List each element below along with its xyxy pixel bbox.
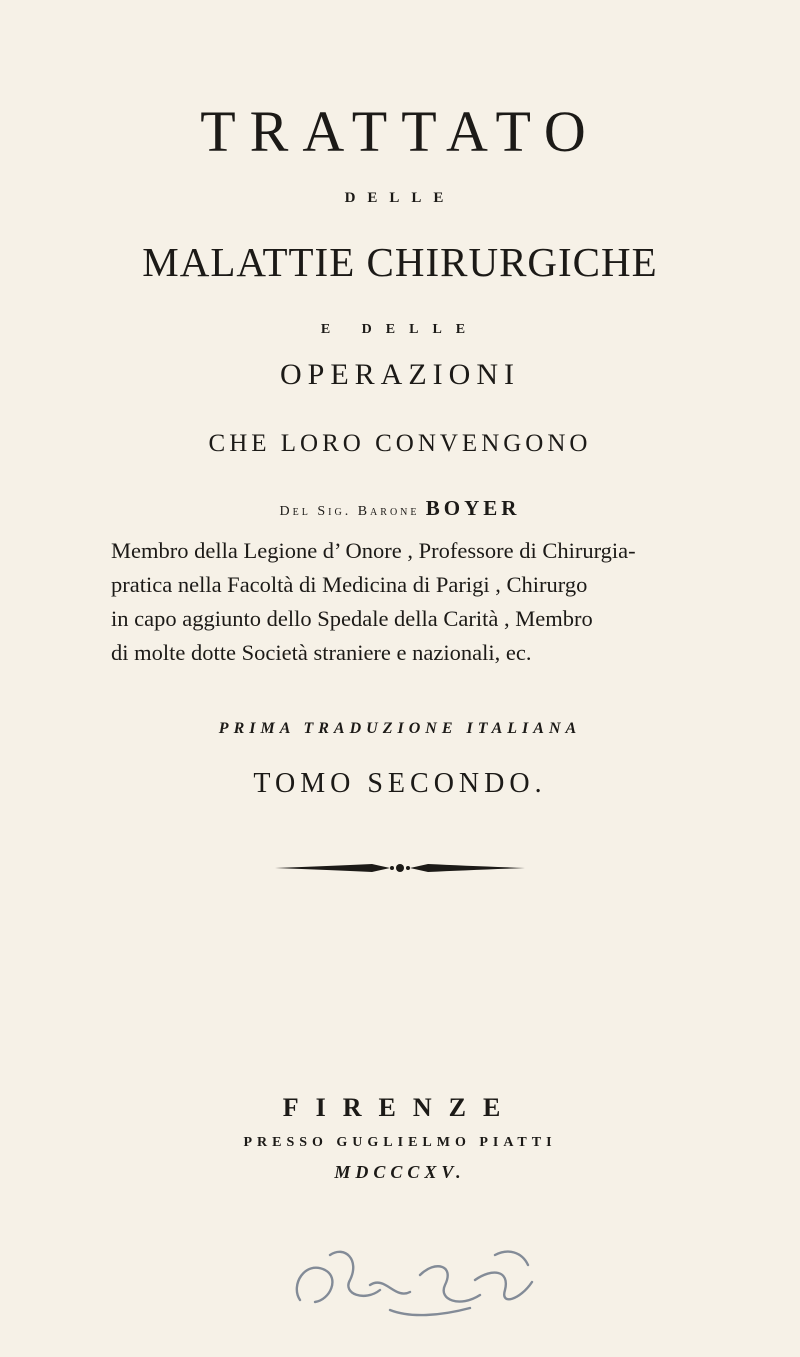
author-name: BOYER <box>425 496 521 520</box>
description-line: pratica nella Facoltà di Medicina di Parigi , Chirurgo <box>111 572 588 597</box>
author-description <box>111 534 696 670</box>
description-line: in capo aggiunto dello Spedale della Carità , Membro <box>111 606 593 631</box>
description-line: Membro della Legione d’ Onore , Professore di Chirurgia- <box>111 538 636 563</box>
book-title: TRATTATO <box>200 99 600 164</box>
delle-line: DELLE <box>344 190 456 206</box>
publisher-line: PRESSO GUGLIELMO PIATTI <box>243 1135 557 1150</box>
ownership-stamp <box>270 1230 550 1330</box>
operations-line: OPERAZIONI <box>280 358 520 391</box>
author-line <box>0 496 800 521</box>
year-line: MDCCCXV. <box>334 1162 466 1182</box>
ornamental-rule <box>0 858 800 878</box>
volume-line: TOMO SECONDO. <box>253 768 547 799</box>
edition-line: PRIMA TRADUZIONE ITALIANA <box>218 720 582 737</box>
city-line: FIRENZE <box>282 1093 518 1122</box>
author-prefix: Del Sig. Barone <box>279 504 420 519</box>
subtitle-line: CHE LORO CONVENGONO <box>208 430 592 457</box>
description-line: di molte dotte Società straniere e nazionali, ec. <box>111 640 532 665</box>
subject-line: MALATTIE CHIRURGICHE <box>142 239 658 285</box>
e-delle-line: E DELLE <box>320 322 480 337</box>
